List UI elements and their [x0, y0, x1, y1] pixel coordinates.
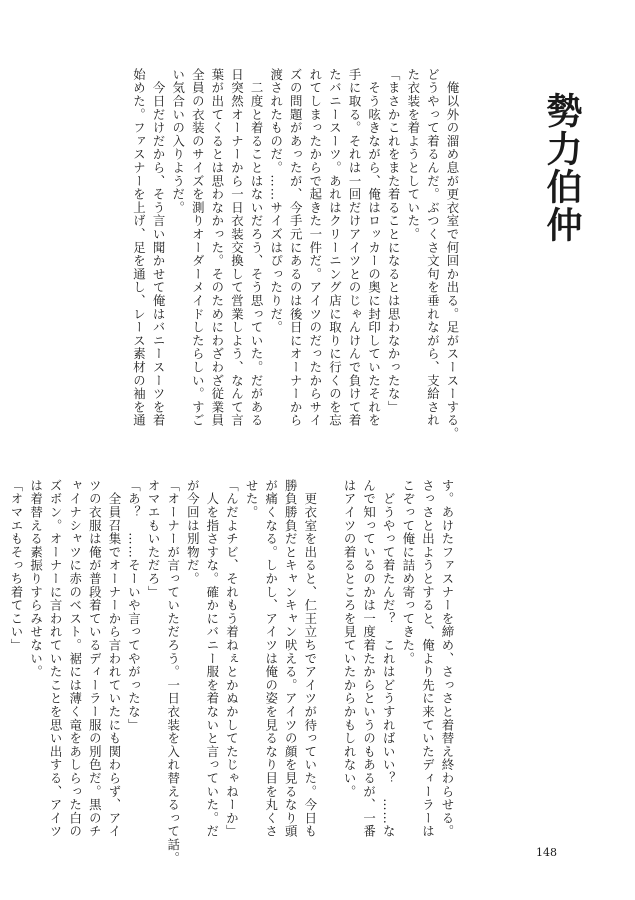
text-line: さっさと出ようとすると、俺より先に来ていたディーラーは	[420, 479, 436, 839]
text-line: 日突然オーナーから一日衣装交換して営業しよう、なんて言	[229, 68, 245, 428]
page-number: 148	[536, 846, 557, 859]
text-line: どうやって着たんだ？ これはどうすればいい？ ……な	[381, 479, 397, 839]
text-line: そう呟きながら、俺はロッカーの奥に封印していたそれを	[366, 68, 382, 428]
text-line: 更衣室を出ると、仁王立ちでアイツが待っていた。今日も	[302, 479, 318, 839]
text-line: ズの問題があったが、今手元にあるのは後日にオーナーから	[288, 68, 304, 428]
text-line: 「まさかこれをまた着ることになるとは思わなかったな」	[386, 68, 402, 414]
text-line: 始めた。ファスナーを上げ、足を通し、レース素材の袖を通	[131, 68, 147, 428]
text-line: は着替える素振りすらみせない。	[28, 479, 44, 679]
text-line: ツの衣服は俺が普段着ているディーラー服の別色だ。黒のチ	[87, 479, 103, 839]
text-line: 俺以外の溜め息が更衣室で何回か出る。足がスースーする。	[445, 68, 460, 441]
text-line: が今回は別物だ。	[185, 479, 201, 586]
text-line: 全員召集でオーナーから言われていたにも関わらず、アイ	[106, 479, 122, 839]
text-line: 「んだよチビ、それもう着ねぇとかぬかしてたじゃねーか」	[224, 479, 240, 839]
text-block-upper	[104, 68, 462, 461]
text-line: 二度と着ることはないだろう、そう思っていた。だがある	[249, 68, 265, 428]
text-line: せた。	[244, 479, 260, 519]
text-line: 人を指さすな。確かにバニー服を着ないと言っていた。だ	[204, 479, 220, 839]
text-line: 「あ？ ……そーいや言ってやがったな」	[126, 479, 142, 732]
blank-line	[320, 479, 340, 821]
text-line: こぞって俺に詰め寄ってきた。	[400, 479, 416, 666]
text-line: 全員の衣装のサイズを測りオーダーメイドしたらしい。すご	[190, 68, 206, 428]
text-line: 「オーナーが言っていただろう。一日衣装を入れ替えるって話。	[165, 479, 181, 865]
text-block-lower	[8, 479, 457, 865]
text-line: ャイナシャツに赤のベスト。裾には薄く竜をあしらった白の	[67, 479, 83, 839]
text-line: 手に取る。それは一回だけアイツとのじゃんけんで負けて着	[347, 68, 363, 428]
text-line: れてしまったからで起きた一件だ。アイツのだったからサイ	[307, 68, 323, 428]
text-line: ズボン。オーナーに言われていたことを思い出する、アイツ	[48, 479, 64, 839]
text-line: い気合いの入りようだ。	[170, 68, 186, 215]
text-line: す。あけたファスナーを締め、さっさと着替え終わらせる。	[440, 479, 455, 839]
text-line: が痛くなる。しかし、アイツは俺の姿を見るなり目を丸くさ	[263, 479, 279, 839]
text-line: 勝負勝負だとキャンキャン吠える。アイツの顔を見るなり頭	[283, 479, 299, 839]
text-line: 「オマエもそっち着てこい」	[8, 479, 24, 652]
chapter-title: 勢力伯仲	[541, 92, 583, 244]
text-line: オマエもいただろ」	[146, 479, 162, 599]
text-line: 今日だけだから、そう言い聞かせて俺はバニースーツを着	[151, 68, 167, 428]
text-line: んで知っているのかは一度着たからというのもあるが、一番	[361, 479, 377, 839]
text-line: 葉が出てくるとは思わなかった。そのためにわざわざ従業員	[209, 68, 225, 428]
text-line: 渡されたものだ。……サイズはぴったりだ。	[268, 68, 284, 334]
text-line: たバニースーツ。あれはクリーニング店に取りに行くのを忘	[327, 68, 343, 428]
text-line: どうやって着るんだ。ぶつくさ文句を垂れながら、支給され	[425, 68, 441, 428]
text-line: はアイツの着るところを見ていたからかもしれない。	[342, 479, 358, 799]
text-line: た衣装を着ようとしていた。	[405, 68, 421, 241]
